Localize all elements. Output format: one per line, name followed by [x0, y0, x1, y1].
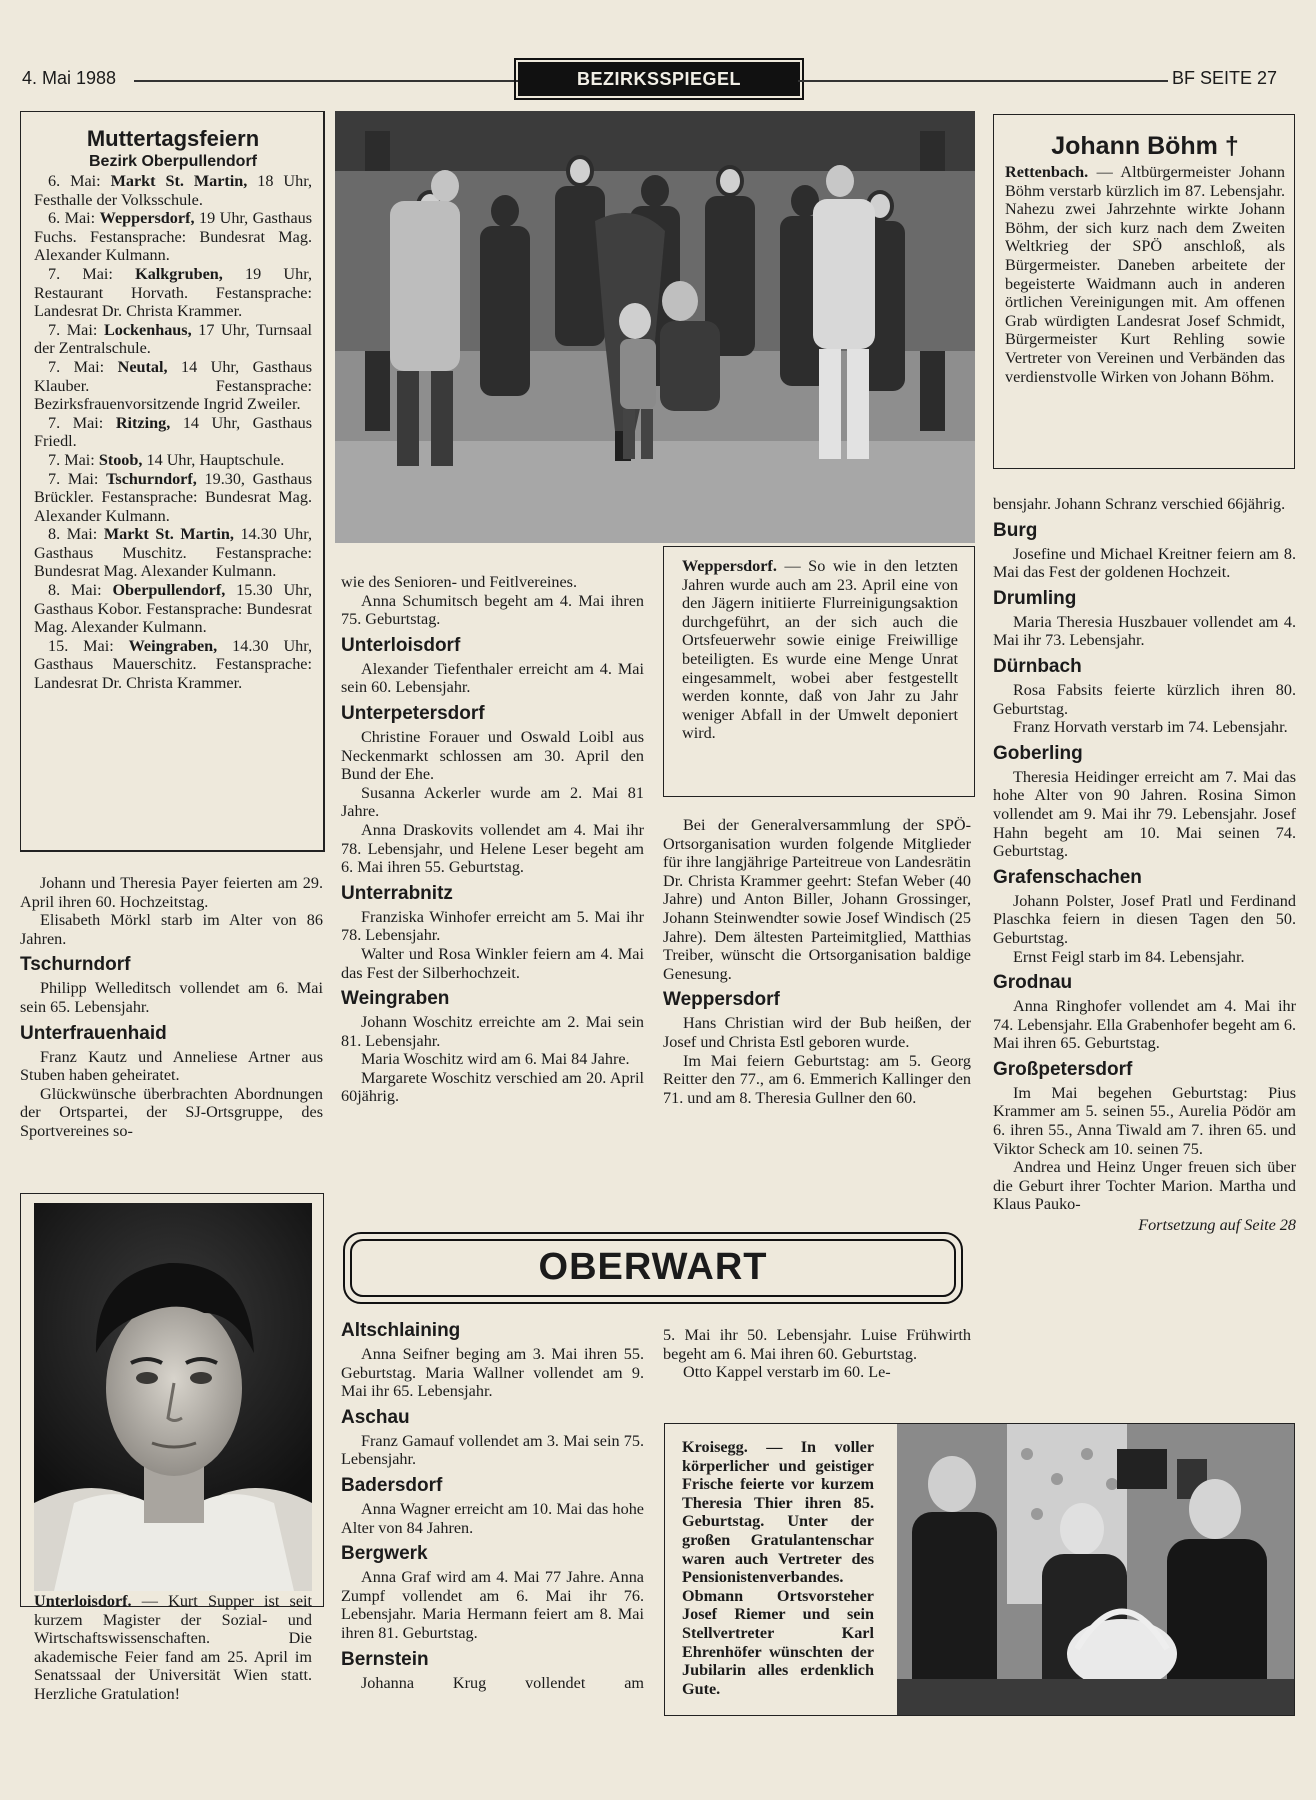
paragraph: Otto Kappel verstarb im 60. Le-: [683, 1363, 891, 1382]
oberwart-title: OBERWART: [538, 1246, 768, 1288]
header-rule-right: [798, 80, 1168, 82]
paragraph: Maria Woschitz wird am 6. Mai 84 Jahre.: [361, 1050, 630, 1069]
entry-place: Oberpullendorf,: [112, 581, 226, 600]
muttertag-entry: [34, 637, 312, 693]
caption-place: Unterloisdorf.: [34, 1592, 132, 1610]
column-1: [20, 874, 323, 1141]
entry-place: Stoob,: [98, 450, 143, 469]
muttertag-entry: [34, 172, 312, 209]
section-label-text: BEZIRKSSPIEGEL: [576, 69, 742, 89]
muttertag-entry: [34, 321, 312, 358]
heading-unterfrauenhaid: Unterfrauenhaid: [20, 1022, 167, 1044]
obituary-place: Rettenbach.: [1005, 163, 1089, 181]
entry-text: 17 Uhr, Turnsaal der Zentralschule.: [34, 320, 313, 358]
heading-drumling: Drumling: [993, 587, 1077, 609]
entry-place: Weppersdorf,: [99, 209, 195, 228]
muttertag-entry: [34, 358, 312, 414]
continued-note: Fortsetzung auf Seite 28: [1138, 1216, 1296, 1235]
paragraph: Anna Graf wird am 4. Mai 77 Jahre. Anna Zumpf vollendet am 6. Mai ihr 76. Lebensjahr. Maria Hermann feiert am 8. Mai ihren 81. Geburtstag.: [341, 1568, 644, 1642]
issue-date: 4. Mai 1988: [22, 68, 117, 88]
muttertag-entry: [34, 581, 312, 637]
entry-text: 15.30 Uhr, Gasthaus Kobor. Festansprache: Bundesrat Mag. Alexander Kulmann.: [34, 581, 313, 637]
muttertag-list: [34, 172, 312, 693]
paragraph: Franz Kautz und Anneliese Artner aus Stuben haben geheiratet.: [20, 1047, 323, 1085]
entry-date: 8. Mai:: [48, 525, 98, 544]
paragraph: Johann Polster, Josef Pratl und Ferdinand Plaschka feiern in diesen Tagen den 50. Geburtstag.: [993, 891, 1296, 947]
paragraph: Alexander Tiefenthaler erreicht am 4. Mai sein 60. Lebensjahr.: [341, 659, 644, 697]
obituary-content: [1005, 131, 1285, 386]
paragraph: Johann und Theresia Payer feierten am 29. April ihren 60. Hochzeitstag.: [20, 874, 323, 911]
entry-text: 19 Uhr, Gasthaus Fuchs. Festansprache: Bundesrat Mag. Alexander Kulmann.: [34, 209, 313, 265]
heading-goberling: Goberling: [993, 742, 1083, 764]
entry-date: 7. Mai:: [48, 469, 99, 488]
muttertag-title: Muttertagsfeiern: [86, 126, 260, 151]
paragraph: Josefine und Michael Kreitner feiern am 8. Mai das Fest der goldenen Hochzeit.: [993, 544, 1296, 582]
caption-place: Kroisegg.: [682, 1438, 748, 1456]
entry-text: 14 Uhr, Hauptschule.: [146, 450, 285, 469]
entry-date: 6. Mai:: [48, 209, 96, 228]
paragraph: Johanna Krug vollendet am: [361, 1673, 644, 1692]
entry-place: Weingraben,: [128, 636, 218, 655]
obituary-body: — Altbürgermeister Johann Böhm verstarb kürzlich im 87. Lebensjahr. Nahezu zwei Jahrzehnte wirkte Johann Böhm, der sich kurz nach dem Zweiten Weltkrieg der SPÖ anschloß, als Bürgermeister. Daneben arbeitete der begeisterte Waidmann auch in anderen örtlichen Vereinigungen mit. Am offenen Grab würdigten Landesrat Josef Schmidt, Bürgermeister Kurt Rehling sowie Vertreter von Vereinen und Verbänden das verdienstvolle Wirken von Johann Böhm.: [1005, 163, 1285, 386]
oberwart-column-a: [341, 1318, 644, 1692]
entry-place: Tschurndorf,: [106, 469, 197, 488]
paragraph: Susanna Ackerler wurde am 2. Mai 81 Jahre.: [341, 783, 644, 821]
paragraph: Margarete Woschitz verschied am 20. April 60jährig.: [341, 1068, 644, 1106]
entry-text: 19.30, Gasthaus Brückler. Festansprache: Bundesrat Mag. Alexander Kulmann.: [34, 469, 312, 525]
paragraph: wie des Senioren- und Feitlvereines.: [341, 573, 578, 591]
entry-date: 7. Mai:: [48, 413, 104, 432]
paragraph: Philipp Welleditsch vollendet am 6. Mai sein 65. Lebensjahr.: [20, 979, 323, 1016]
entry-text: 14 Uhr, Gasthaus Friedl.: [34, 413, 313, 451]
paragraph: Anna Schumitsch begeht am 4. Mai ihren 75. Geburtstag.: [341, 591, 644, 629]
column-3: [663, 816, 971, 1107]
muttertag-entry: [34, 451, 312, 470]
obituary-text: [1005, 163, 1285, 386]
paragraph: Andrea und Heinz Unger freuen sich über die Geburt ihrer Tochter Marion. Martha und Klaus Pauko-: [993, 1158, 1296, 1214]
entry-place: Neutal,: [117, 357, 168, 376]
entry-text: 14.30 Uhr, Gasthaus Muschitz. Festansprache: Bundesrat Mag. Alexander Kulmann.: [34, 525, 313, 581]
muttertag-entry: [34, 265, 312, 321]
paragraph: Anna Draskovits vollendet am 4. Mai ihr 78. Lebensjahr, und Helene Leser begeht am 6. Mai ihren 55. Geburtstag.: [341, 820, 644, 877]
portrait-photo: [34, 1203, 312, 1591]
header-rule-left: [134, 80, 518, 82]
muttertag-content: [34, 126, 312, 693]
heading-unterloisdorf: Unterloisdorf: [341, 634, 461, 656]
heading-bergwerk: Bergwerk: [341, 1543, 428, 1565]
caption-text: — In voller körperlicher und geistiger Frische feierte vor kurzem Theresia Thier ihren 85. Geburtstag. Unter der großen Gratulantenschar waren auch Vertreter des Pensionistenverbandes. Obmann Ortsvorsteher Josef Riemer und sein Stellvertreter Karl Ehrenhöfer wünschten der Jubilarin alles erdenklich Gute.: [682, 1438, 874, 1698]
entry-text: 18 Uhr, Festhalle der Volksschule.: [34, 172, 312, 209]
muttertag-entry: [34, 470, 312, 526]
heading-grosspetersdorf: Großpetersdorf: [993, 1058, 1133, 1080]
paragraph: Ernst Feigl starb im 84. Lebensjahr.: [1013, 947, 1245, 966]
paragraph: Hans Christian wird der Bub heißen, der Josef und Christa Estl geboren wurde.: [663, 1014, 971, 1051]
page-number: BF SEITE 27: [1172, 68, 1278, 88]
entry-place: Markt St. Martin,: [103, 525, 234, 544]
paragraph: Johann Woschitz erreichte am 2. Mai sein 81. Lebensjahr.: [341, 1013, 644, 1050]
weppersdorf-caption: [682, 557, 958, 743]
heading-tschurndorf: Tschurndorf: [20, 954, 131, 976]
entry-place: Lockenhaus,: [103, 320, 192, 339]
caption-place: Weppersdorf.: [682, 557, 777, 575]
entry-place: Kalkgruben,: [135, 264, 223, 283]
heading-bernstein: Bernstein: [341, 1648, 429, 1670]
paragraph: Franziska Winhofer erreicht am 5. Mai ihr 78. Lebensjahr.: [341, 907, 644, 945]
heading-burg: Burg: [993, 519, 1038, 541]
paragraph: bensjahr. Johann Schranz verschied 66jährig.: [993, 495, 1286, 513]
muttertag-entry: [34, 525, 312, 581]
heading-grafenschachen: Grafenschachen: [993, 866, 1142, 888]
caption-text: — So wie in den letzten Jahren wurde auch am 23. April eine von den Jägern initiierte Flurreinigungsaktion durchgeführt, an der sich auch die Ortsfeuerwehr sowie einige Freiwillige beteiligten. Es wurde eine Menge Unrat eingesammelt, wobei aber festgestellt werden konnte, daß von Jahr zu Jahr weniger Abfall in der Umwelt deponiert wird.: [682, 557, 958, 743]
caption-text: — Kurt Supper ist seit kurzem Magister der Sozial- und Wirtschaftswissenschaften. Die akademische Feier fand am 25. April im Senatssaal der Universität Wien statt. Herzliche Gratulation!: [34, 1592, 312, 1703]
muttertag-subtitle: Bezirk Oberpullendorf: [88, 153, 258, 170]
kroisegg-caption: [682, 1438, 874, 1698]
paragraph: Franz Horvath verstarb im 74. Lebensjahr.: [1013, 718, 1288, 737]
paragraph: Theresia Heidinger erreicht am 7. Mai das hohe Alter von 90 Jahren. Rosina Simon vollendet am 9. Mai ihr 79. Lebensjahr. Josef Hahn begeht am 10. Mai seinen 74. Geburtstag.: [993, 767, 1296, 861]
paragraph: Im Mai feiern Geburtstag: am 5. Georg Reitter den 77., am 6. Emmerich Kallinger den 71. und am 8. Theresia Gullner den 60.: [663, 1051, 971, 1107]
entry-date: 6. Mai:: [48, 172, 101, 190]
paragraph: Elisabeth Mörkl starb im Alter von 86 Jahren.: [20, 911, 323, 948]
oberwart-banner: [343, 1232, 963, 1304]
obituary-title: Johann Böhm †: [1051, 132, 1239, 160]
muttertag-entry: [34, 209, 312, 265]
paragraph: Rosa Fabsits feierte kürzlich ihren 80. Geburtstag.: [993, 680, 1296, 718]
paragraph: Anna Wagner erreicht am 10. Mai das hohe Alter von 84 Jahren.: [341, 1499, 644, 1537]
oberwart-column-b: [663, 1326, 971, 1382]
paragraph: Bei der Generalversammlung der SPÖ-Ortsorganisation wurden folgende Mitglieder für ihre langjährige Parteitreue von Landesrätin Dr. Christa Krammer geehrt: Stefan Weber (40 Jahre) und Anton Biller, Johann Grossinger, Johann Steinwendter sowie Josef Windisch (25 Jahre). Dem ältesten Parteimitglied, Matthias Treiber, wünscht die Ortsorganisation baldige Genesung.: [663, 816, 971, 983]
paragraph: Im Mai begehen Geburtstag: Pius Krammer am 5. seinen 55., Aurelia Pödör am 6. ihren 55., Anna Tiwald am 7. ihren 65. und Viktor Scheck am 10. seinen 75.: [993, 1083, 1296, 1158]
kroisegg-illustration: [897, 1424, 1294, 1715]
paragraph: Maria Theresia Huszbauer vollendet am 4. Mai ihr 73. Lebensjahr.: [993, 612, 1296, 650]
entry-place: Ritzing,: [115, 413, 171, 432]
entry-place: Markt St. Martin,: [110, 172, 248, 190]
paragraph: Franz Gamauf vollendet am 3. Mai sein 75. Lebensjahr.: [341, 1431, 644, 1469]
entry-text: 14.30 Uhr, Gasthaus Mauerschitz. Festansprache: Landesrat Dr. Christa Krammer.: [34, 636, 313, 693]
paragraph: 5. Mai ihr 50. Lebensjahr. Luise Frühwirth begeht am 6. Mai ihren 60. Geburtstag.: [663, 1326, 971, 1363]
heading-unterpetersdorf: Unterpetersdorf: [341, 702, 485, 724]
entry-date: 7. Mai:: [48, 264, 113, 283]
heading-grodnau: Grodnau: [993, 972, 1073, 994]
paragraph: Anna Ringhofer vollendet am 4. Mai ihr 74. Lebensjahr. Ella Grabenhofer begeht am 6. Mai ihren 65. Geburtstag.: [993, 997, 1296, 1053]
entry-date: 8. Mai:: [48, 581, 102, 600]
muttertag-entry: [34, 414, 312, 451]
group-photo-illustration: [335, 111, 975, 543]
portrait-caption: [34, 1592, 312, 1704]
portrait-illustration: [34, 1203, 312, 1591]
heading-weppersdorf: Weppersdorf: [663, 989, 780, 1011]
paragraph: Christine Forauer und Oswald Loibl aus Neckenmarkt schlossen am 30. April den Bund der Ehe.: [341, 727, 644, 784]
entry-date: 7. Mai:: [48, 320, 98, 339]
heading-duernbach: Dürnbach: [993, 655, 1082, 677]
column-4: [993, 495, 1296, 1235]
entry-date: 7. Mai:: [48, 357, 105, 376]
paragraph: Glückwünsche überbrachten Abordnungen der Ortspartei, der SJ-Ortsgruppe, des Sportvereines so-: [20, 1084, 323, 1140]
column-2: [341, 573, 644, 1106]
paragraph: Walter und Rosa Winkler feiern am 4. Mai das Fest der Silberhochzeit.: [341, 944, 644, 982]
paragraph: Anna Seifner beging am 3. Mai ihren 55. Geburtstag. Maria Wallner vollendet am 9. Mai ihr 65. Lebensjahr.: [341, 1345, 644, 1401]
entry-date: 7. Mai:: [48, 450, 95, 469]
heading-badersdorf: Badersdorf: [341, 1474, 443, 1496]
section-label: [518, 62, 800, 96]
entry-text: 14 Uhr, Gasthaus Klauber. Festansprache: Bezirksfrauenvorsitzende Ingrid Zweiler.: [34, 357, 312, 414]
group-photo: [335, 111, 975, 543]
heading-altschlaining: Altschlaining: [341, 1320, 461, 1341]
entry-date: 15. Mai:: [48, 636, 114, 655]
kroisegg-photo: [897, 1424, 1294, 1715]
heading-unterrabnitz: Unterrabnitz: [341, 882, 453, 904]
heading-weingraben: Weingraben: [341, 988, 450, 1010]
entry-text: 19 Uhr, Restaurant Horvath. Festansprache: Landesrat Dr. Christa Krammer.: [34, 264, 313, 321]
heading-aschau: Aschau: [341, 1406, 410, 1428]
